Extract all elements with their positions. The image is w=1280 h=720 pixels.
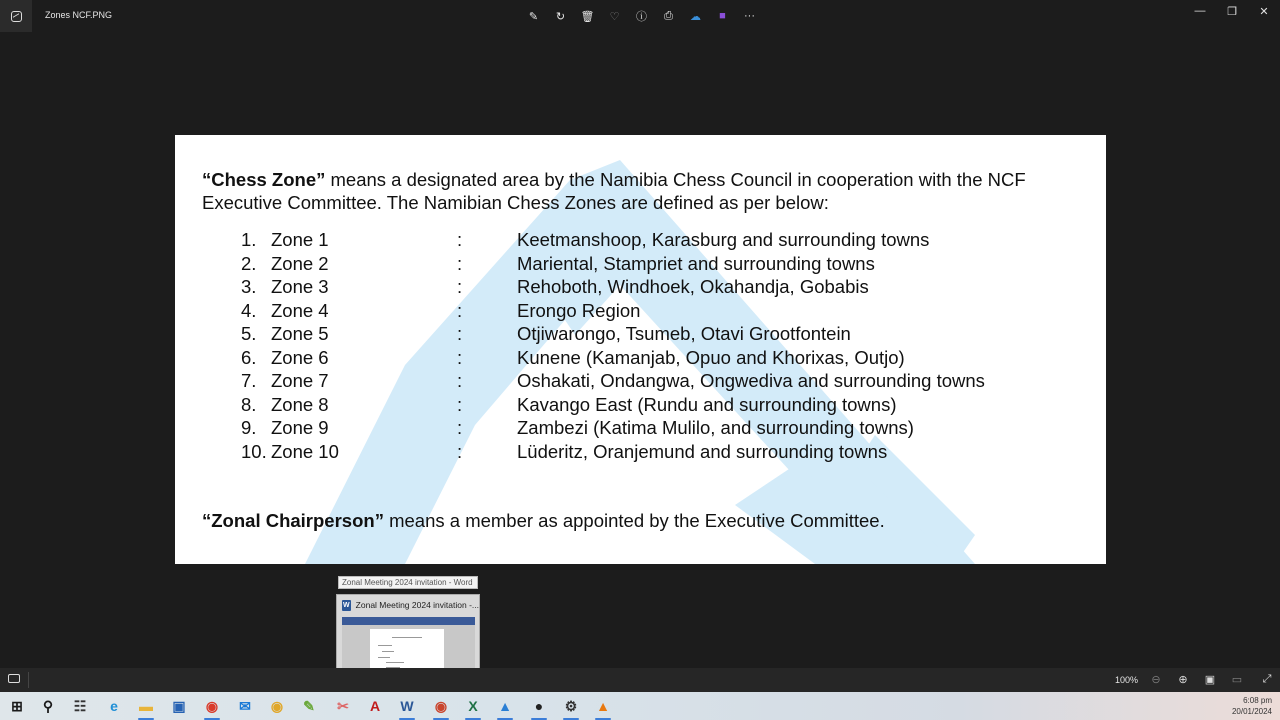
notepad-plus-app[interactable] xyxy=(298,695,320,717)
zone-number: 3. xyxy=(241,276,257,297)
zone-name: Zone 3 xyxy=(271,276,329,297)
zone-name: Zone 9 xyxy=(271,417,329,438)
excel-icon: X xyxy=(468,698,478,714)
zone-name: Zone 2 xyxy=(271,252,329,274)
chrome-app[interactable] xyxy=(266,695,288,717)
onedrive-icon: ☁ xyxy=(690,10,701,23)
search-button[interactable] xyxy=(37,695,59,717)
chess-zone-definition xyxy=(202,168,1082,215)
edge-icon: e xyxy=(110,698,118,714)
snipping-app[interactable] xyxy=(332,695,354,717)
zone-separator: : xyxy=(457,440,463,462)
chess-zone-term: “Chess Zone” xyxy=(202,169,326,190)
delete-button[interactable] xyxy=(578,7,597,25)
more-button[interactable] xyxy=(740,7,759,25)
zone-area: Oshakati, Ondangwa, Ongwediva and surrounding towns xyxy=(517,370,985,391)
task-view-button[interactable] xyxy=(69,695,91,717)
zone-number: 4. xyxy=(241,299,257,321)
zone-separator: : xyxy=(457,252,463,274)
fullscreen-icon[interactable]: ⤢ xyxy=(1262,673,1272,685)
chrome-profile-app[interactable] xyxy=(201,695,223,717)
store-icon: ▣ xyxy=(172,697,186,714)
photos-app[interactable] xyxy=(494,695,516,717)
clipchamp-button[interactable] xyxy=(713,7,732,25)
zone-number: 9. xyxy=(241,417,257,438)
chrome-icon: ◉ xyxy=(270,697,284,714)
zone-number: 5. xyxy=(241,323,257,344)
zone-number: 1. xyxy=(241,229,257,250)
info-icon: ⓘ xyxy=(636,11,647,23)
system-clock[interactable] xyxy=(1232,695,1272,717)
task-view-icon: ☷ xyxy=(73,697,87,714)
onedrive-button[interactable] xyxy=(686,7,705,25)
title-bar xyxy=(0,0,1280,32)
file-explorer-icon: ▬ xyxy=(139,698,153,714)
search-icon: ⚲ xyxy=(42,697,54,714)
zone-number: 7. xyxy=(241,370,257,391)
photos-app-icon[interactable] xyxy=(0,0,32,32)
zone-name: Zone 7 xyxy=(271,370,329,391)
taskbar-thumbnail-tooltip: Zonal Meeting 2024 invitation - Word xyxy=(338,576,478,589)
clock-date: 20/01/2024 xyxy=(1231,707,1272,716)
word-icon: W xyxy=(343,601,350,609)
restore-button[interactable]: ❐ xyxy=(1227,5,1237,18)
zoom-level[interactable]: 100% xyxy=(1115,675,1139,685)
obs-icon: ● xyxy=(534,698,544,714)
chrome-profile-icon: ◉ xyxy=(205,697,219,714)
excel-app[interactable] xyxy=(462,695,484,717)
chrome-profile2-app[interactable] xyxy=(430,695,452,717)
window-title: Zones NCF.PNG xyxy=(45,10,113,20)
notepad-plus-icon: ✎ xyxy=(303,697,315,714)
zone-separator: : xyxy=(457,370,463,391)
zone-area: Kunene (Kamanjab, Opuo and Khorixas, Outjo) xyxy=(517,346,905,368)
print-button[interactable] xyxy=(659,7,678,25)
favorite-button[interactable] xyxy=(605,7,624,25)
rotate-button[interactable] xyxy=(551,7,570,25)
zoom-out-icon[interactable]: ⊖ xyxy=(1151,674,1161,686)
clipchamp-icon: ■ xyxy=(719,10,726,22)
favorite-icon: ♡ xyxy=(609,10,620,23)
file-explorer-app[interactable] xyxy=(135,695,157,717)
obs-app[interactable] xyxy=(528,695,550,717)
actual-size-icon[interactable]: ▭ xyxy=(1231,674,1243,686)
zone-area: Erongo Region xyxy=(517,299,641,321)
zone-separator: : xyxy=(457,346,463,368)
chrome-profile2-icon: ◉ xyxy=(434,697,448,714)
word-app[interactable] xyxy=(396,695,418,717)
edge-app[interactable] xyxy=(103,695,125,717)
zone-area: Lüderitz, Oranjemund and surrounding towns xyxy=(517,440,888,462)
zone-name: Zone 4 xyxy=(271,299,329,321)
word-icon: W xyxy=(400,698,414,714)
window-controls xyxy=(1184,0,1280,22)
zonal-chairperson-definition xyxy=(202,510,885,532)
photos-icon: ▲ xyxy=(498,698,512,714)
zoom-in-icon[interactable]: ⊕ xyxy=(1178,674,1188,686)
zone-area: Zambezi (Katima Mulilo, and surrounding towns) xyxy=(517,417,914,438)
mail-icon: ✉ xyxy=(239,697,251,714)
thumbnail-title: Zonal Meeting 2024 invitation -... xyxy=(355,600,479,610)
rotate-icon: ↻ xyxy=(555,10,566,23)
mail-app[interactable] xyxy=(234,695,256,717)
acrobat-app[interactable] xyxy=(364,695,386,717)
zone-number: 8. xyxy=(241,393,257,415)
zone-separator: : xyxy=(457,299,463,321)
info-button[interactable] xyxy=(632,7,651,25)
zone-area: Otjiwarongo, Tsumeb, Otavi Grootfontein xyxy=(517,323,851,344)
zone-number: 10. xyxy=(241,440,267,462)
acrobat-icon: A xyxy=(369,698,381,714)
clock-time: 6:08 pm xyxy=(1243,696,1272,705)
zonal-chairperson-text: means a member as appointed by the Executive Committee. xyxy=(383,510,885,531)
snipping-icon: ✂ xyxy=(337,697,349,714)
zone-name: Zone 6 xyxy=(271,346,329,368)
store-app[interactable] xyxy=(168,695,190,717)
zone-separator: : xyxy=(457,323,463,344)
zone-name: Zone 8 xyxy=(271,393,329,415)
start-icon: ⊞ xyxy=(11,697,23,714)
zone-area: Kavango East (Rundu and surrounding towns) xyxy=(517,393,897,415)
image-toolbar xyxy=(524,7,759,25)
zone-area: Keetmanshoop, Karasburg and surrounding towns xyxy=(517,229,930,250)
edit-image-icon: ✎ xyxy=(528,10,539,23)
settings-app[interactable] xyxy=(560,695,582,717)
zone-separator: : xyxy=(457,417,463,438)
zone-separator: : xyxy=(457,276,463,297)
windows-taskbar xyxy=(0,692,1280,720)
more-icon: ··· xyxy=(744,10,755,22)
zonal-chairperson-term: “Zonal Chairperson” xyxy=(202,510,384,531)
zone-area: Rehoboth, Windhoek, Okahandja, Gobabis xyxy=(517,276,869,297)
zone-separator: : xyxy=(457,229,463,250)
zone-area: Mariental, Stampriet and surrounding towns xyxy=(517,252,875,274)
chess-zone-text: means a designated area by the Namibia Chess Council in cooperation with the NCF Executive Committee. The Namibian Chess Zones are defined as per below: xyxy=(202,169,1026,214)
image-canvas xyxy=(175,135,1106,564)
zone-separator: : xyxy=(457,393,463,415)
divider xyxy=(28,672,29,688)
close-button[interactable]: ✕ xyxy=(1259,5,1269,18)
delete-icon: 🗑 xyxy=(580,10,595,23)
zone-number: 2. xyxy=(241,252,257,274)
zone-name: Zone 5 xyxy=(271,323,329,344)
print-icon: ⎙ xyxy=(664,9,673,22)
vlc-icon: ▲ xyxy=(596,698,610,714)
zone-number: 6. xyxy=(241,346,257,368)
fit-to-window-icon[interactable]: ▣ xyxy=(1204,674,1216,686)
minimize-button[interactable]: — xyxy=(1194,5,1206,17)
filmstrip-icon[interactable] xyxy=(8,674,20,683)
edit-image-button[interactable] xyxy=(524,7,543,25)
start-button[interactable] xyxy=(6,695,28,717)
settings-icon: ⚙ xyxy=(564,697,578,714)
status-bar xyxy=(0,668,1280,692)
zone-name: Zone 10 xyxy=(271,440,339,462)
zone-name: Zone 1 xyxy=(271,229,329,250)
vlc-app[interactable] xyxy=(592,695,614,717)
